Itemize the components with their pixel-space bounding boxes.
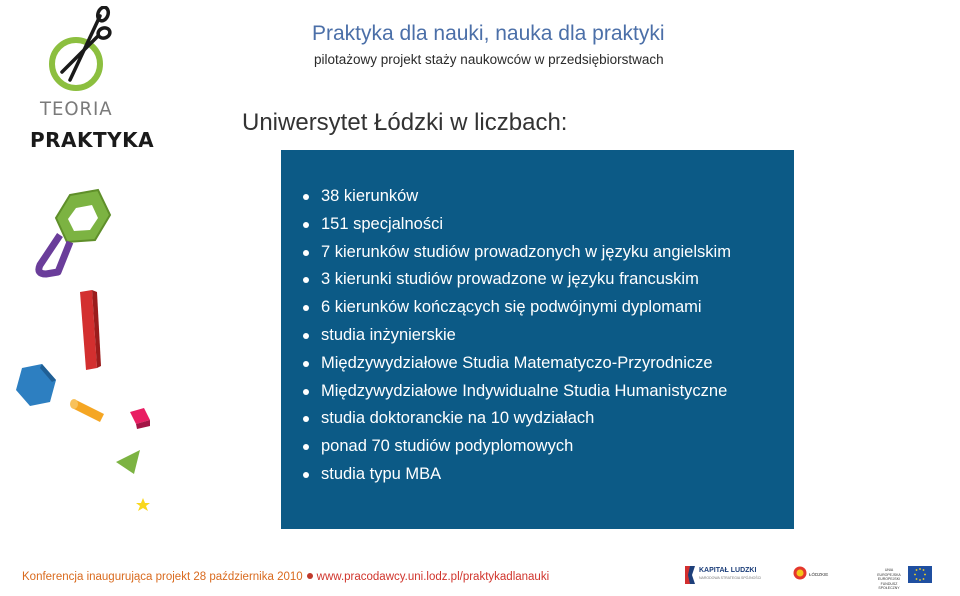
yellow-star-shape: [136, 498, 150, 511]
section-heading: Uniwersytet Łódzki w liczbach:: [242, 109, 568, 136]
list-item: [281, 378, 794, 406]
purple-link-shape: [39, 235, 70, 274]
kapital-ludzki-label: KAPITAŁ LUDZKI: [699, 567, 757, 574]
list-item-text: 38 kierunków: [321, 187, 419, 205]
list-item: [281, 183, 794, 211]
bullet-icon: [303, 250, 309, 256]
eu-label: UNIA EUROPEJSKA EUROPEJSKI FUNDUSZ SPOŁECZNY: [877, 568, 901, 590]
kapital-ludzki-logo: [683, 565, 762, 585]
bullet-icon: [303, 222, 309, 228]
list-item: [281, 433, 794, 461]
footer-text: [22, 571, 549, 583]
kapital-ludzki-flag-icon: [683, 565, 697, 585]
eu-flag-icon: [908, 566, 932, 583]
bullet-icon: [303, 277, 309, 283]
eu-logo: [874, 566, 934, 590]
list-item-text: studia doktoranckie na 10 wydziałach: [321, 409, 595, 428]
list-item-text: Międzywydziałowe Studia Matematyczo-Przyrodnicze: [321, 353, 713, 372]
list-item: [281, 322, 794, 350]
blue-hexagon-shape: [16, 364, 56, 406]
list-item: [281, 294, 794, 322]
kapital-ludzki-sub: NARODOWA STRATEGIA SPÓJNOŚCI: [699, 576, 762, 580]
page-subtitle: pilotażowy projekt staży naukowców w przedsiębiorstwach: [314, 52, 664, 67]
pink-cube-shape: [130, 408, 150, 429]
footer-link[interactable]: www.pracodawcy.uni.lodz.pl/praktykadlanauki: [316, 571, 550, 583]
list-item-text: 3 kierunki studiów prowadzone w języku francuskim: [321, 270, 699, 289]
red-bar-shape: [80, 290, 101, 370]
footer-dot-icon: [307, 573, 313, 579]
bullet-icon: [303, 361, 309, 367]
list-item: [281, 211, 794, 239]
logo-word-teoria: TEORIA: [40, 98, 113, 120]
list-item-text: studia inżynierskie: [321, 325, 456, 344]
list-item: [281, 350, 794, 378]
green-hexagon-ring-shape: [56, 190, 110, 242]
teoria-praktyka-logo-icon: [40, 6, 120, 96]
list-item-text: Międzywydziałowe Indywidualne Studia Humanistyczne: [321, 381, 728, 400]
list-item-text: 6 kierunków kończących się podwójnymi dyplomami: [321, 298, 702, 317]
decorative-shapes: [0, 180, 200, 520]
bullet-icon: [303, 389, 309, 395]
info-box: [281, 150, 794, 529]
green-triangle-shape: [116, 450, 140, 474]
lodzkie-label: ŁÓDZKIE: [809, 572, 829, 577]
lodzkie-logo: [793, 565, 833, 585]
bullet-icon: [303, 333, 309, 339]
list-item-text: ponad 70 studiów podyplomowych: [321, 437, 574, 456]
bullet-icon: [303, 472, 309, 478]
bullet-icon: [303, 444, 309, 450]
list-item: [281, 266, 794, 294]
footer-conference-text: Konferencja inaugurująca projekt 28 października 2010: [22, 571, 303, 583]
list-item: [281, 239, 794, 267]
bullet-icon: [303, 194, 309, 200]
list-item: [281, 461, 794, 489]
logo-word-praktyka: PRAKTYKA: [30, 128, 155, 152]
bullet-icon: [303, 305, 309, 311]
page-title: Praktyka dla nauki, nauka dla praktyki: [312, 22, 665, 45]
list-item-text: 7 kierunków studiów prowadzonych w języku angielskim: [321, 242, 731, 261]
lodzkie-emblem-icon: [793, 565, 807, 581]
yellow-cylinder-shape: [70, 399, 104, 422]
info-list: [281, 150, 794, 489]
list-item: [281, 405, 794, 433]
bullet-icon: [303, 416, 309, 422]
list-item-text: 151 specjalności: [321, 214, 443, 233]
list-item-text: studia typu MBA: [321, 464, 442, 483]
